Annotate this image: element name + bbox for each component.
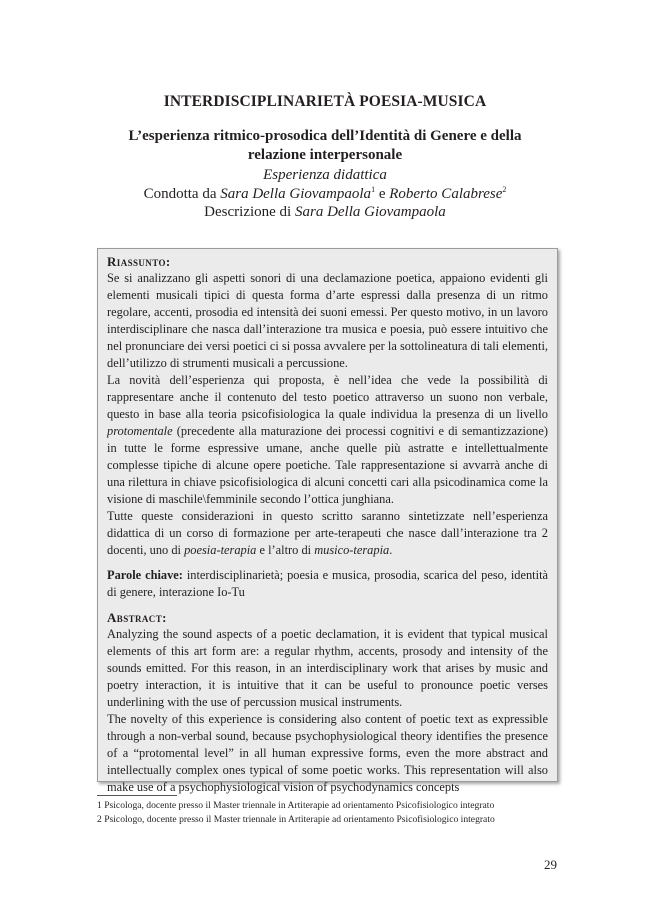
riassunto-p3-italic-1: poesia-terapia [184,543,257,557]
riassunto-paragraph-2 [107,372,548,508]
riassunto-paragraph-1: Se si analizzano gli aspetti sonori di una declamazione poetica, appaiono evidenti gli elementi musicali tipici di questa forma d’arte espressi dalla presenza di un ritmo regolare, accenti, prosodia ed intensità dei suoni emessi. Per questo motivo, in un lavoro interdisciplinare che nasca dall’interazione tra musica e poesia, può essere intuitivo che nel pronunciare dei versi poetici ci si possa avvalere per la sottolineatura di tali elementi, dell’utilizzo di strumenti musicali a percussione. [107,271,548,370]
riassunto-p3-italic-2: musico-terapia [314,543,390,557]
conducted-prefix: Condotta da [143,185,217,202]
riassunto-p3-text-a: Tutte queste considerazioni in questo scritto saranno sintetizzate nell’esperienza didattica di un corso di formazione per arte-terapeuti che nasce dall’interazione tra 2 docenti, uno di [107,509,548,557]
experience-type: Esperienza didattica [263,167,387,183]
riassunto-paragraph-3 [107,508,548,559]
riassunto-p2-text-b: (precedente alla maturazione dei processi cognitivi e di semantizzazione) in tutte le forme espressive umane, anche quelle più astratte e intellettualmente complesse tipiche di alcune opere poetiche. Tale rappresentazione si avvarrà anche di una rilettura in chiave psicofisiologica di alcuni concetti cari alla psicodinamica come la visione di maschile\femminile secondo l’ottica junghiana. [107,424,548,506]
author-2-footnote-ref[interactable]: 2 [502,184,507,194]
author-1-footnote-ref[interactable]: 1 [371,184,376,194]
abstract-paragraph-2: The novelty of this experience is considering also content of poetic text as expressible through a non-verbal sound, because psychophysiological theory identifies the presence of a “protomental level” in all human expressive forms, even the more abstract and intellectually complex ones typical of some poetic works. This representation will also make use of a psychophysiological vision of psychodynamics concepts [107,712,548,794]
page-number: 29 [544,857,557,872]
described-by-line [60,203,590,222]
spacer [107,601,548,609]
describer-author: Sara Della Giovampaola [294,204,446,220]
summary-box [97,248,558,794]
author-1: Sara Della Giovampaola [220,185,372,202]
riassunto-p3-text-b: e l’altro di [256,543,315,557]
riassunto-p2-text-a: La novità dell’esperienza qui proposta, è nell’idea che vede la possibilità di rappresentare anche il contenuto del testo poetico attraverso un suono non verbale, questo in base alla teoria psicofisiologica la quale individua la presenza di un livello [107,373,548,421]
summary-box-content [107,253,548,796]
author-2: Roberto Calabrese [389,185,503,202]
abstract-paragraph-1: Analyzing the sound aspects of a poetic declamation, it is evident that typical musical elements of this art form are: a regular rhythm, accents, prosody and intensity of the sounds emitted. For this reason, in an interdisciplinary work that arises by music and poetry interaction, it is intuitive that it can be useful to pronounce poetic verses underlining with the use of percussion musical instruments. [107,627,548,709]
keywords-paragraph [107,567,548,601]
footnote-1: 1 Psicologa, docente presso il Master triennale in Artiterapie ad orientamento Psicofisiologico integrato [97,800,495,811]
abstract-heading: Abstract: [107,610,167,625]
described-prefix: Descrizione di [204,204,292,220]
article-subtitle: L’esperienza ritmico-prosodica dell’Identità di Genere e della relazione interpersonale [128,128,522,163]
conjunction: e [378,185,386,202]
footnotes [97,799,567,827]
riassunto-heading: Riassunto: [107,254,171,269]
conducted-by-line [60,185,590,204]
article-meta [60,166,590,222]
footnote-divider [97,795,177,796]
keywords-label: Parole chiave: [107,568,183,582]
riassunto-p2-italic: protomentale [107,424,173,438]
riassunto-p3-text-c: . [389,543,393,557]
spacer [107,559,548,567]
keywords-text: interdisciplinarietà; poesia e musica, prosodia, scarica del peso, identità di genere, interazione Io-Tu [107,568,549,599]
footnote-2: 2 Psicologo, docente presso il Master triennale in Artiterapie ad orientamento Psicofisiologico integrato [97,814,495,825]
page-title: INTERDISCIPLINARIETÀ POESIA-MUSICA [163,93,487,110]
